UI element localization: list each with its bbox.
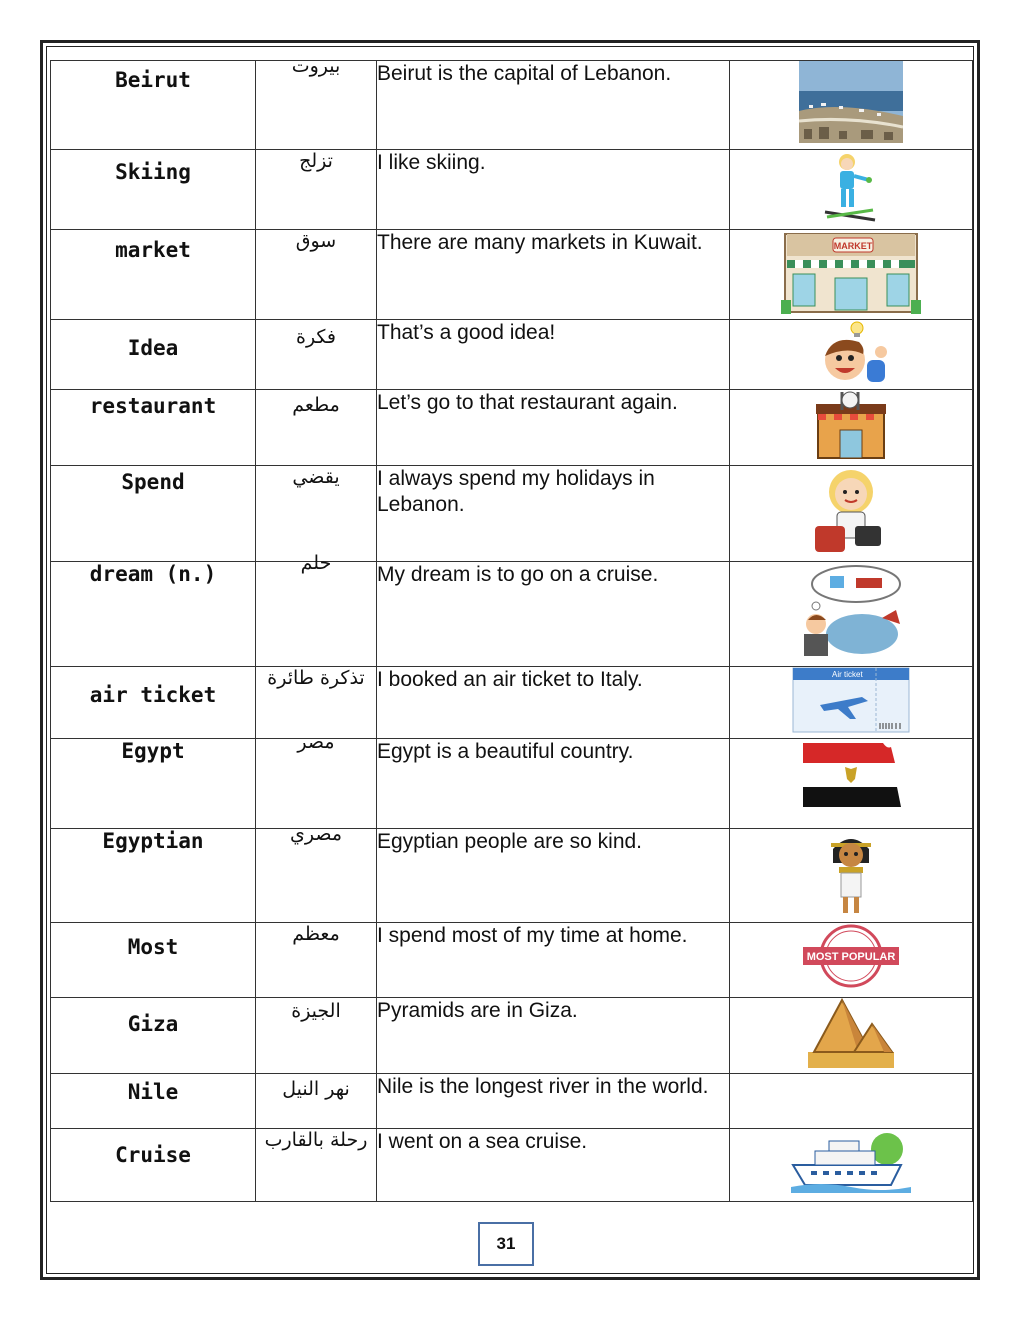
vocab-word: Idea: [51, 320, 256, 390]
boy-with-lightbulb-icon: [803, 320, 899, 384]
table-row: [51, 739, 973, 829]
table-row: [51, 562, 973, 667]
vocab-sentence: Egypt is a beautiful country.: [377, 739, 730, 829]
vocab-arabic: رحلة بالقارب: [256, 1129, 377, 1202]
table-row: [51, 466, 973, 562]
vocab-word: Spend: [51, 466, 256, 562]
skier-image: [730, 150, 973, 230]
cruise-ship-icon: [791, 1129, 911, 1193]
vocab-arabic: فكرة: [256, 320, 377, 390]
vocab-arabic: معظم: [256, 923, 377, 998]
vocab-word: Egyptian: [51, 829, 256, 923]
air-ticket-image: [730, 667, 973, 739]
vocab-arabic: مطعم: [256, 390, 377, 466]
market-image: [730, 230, 973, 320]
idea-image: [730, 320, 973, 390]
most-popular-stamp-icon: [801, 923, 901, 989]
most-popular-image: [730, 923, 973, 998]
table-row: [51, 829, 973, 923]
svg-text:Air ticket: Air ticket: [832, 670, 863, 679]
vocabulary-table: [50, 55, 973, 1202]
vocab-word: Nile: [51, 1074, 256, 1129]
vocab-arabic: تذكرة طائرة: [256, 667, 377, 739]
egyptian-image: [730, 829, 973, 923]
table-row: [51, 230, 973, 320]
table-row: [51, 61, 973, 150]
pyramids-image: [730, 998, 973, 1074]
restaurant-building-icon: [812, 390, 890, 460]
svg-text:MARKET: MARKET: [833, 241, 873, 251]
vocab-word: dream (n.): [51, 562, 256, 667]
vocab-arabic: مصر: [256, 739, 377, 829]
vocab-sentence: Egyptian people are so kind.: [377, 829, 730, 923]
egypt-flag-map-icon: [801, 739, 901, 809]
vocab-word: Beirut: [51, 61, 256, 150]
vocab-sentence: Beirut is the capital of Lebanon.: [377, 61, 730, 150]
vocab-arabic: بيروت: [256, 61, 377, 150]
dream-image: [730, 562, 973, 667]
vocab-word: market: [51, 230, 256, 320]
market-building-icon: [781, 230, 921, 314]
restaurant-image: [730, 390, 973, 466]
pyramids-icon: [808, 998, 894, 1068]
vocab-sentence: Nile is the longest river in the world.: [377, 1074, 730, 1129]
vocab-word: Cruise: [51, 1129, 256, 1202]
vocab-sentence: I always spend my holidays in Lebanon.: [377, 466, 730, 562]
empty-image-cell: [730, 1074, 973, 1129]
vocab-sentence: Pyramids are in Giza.: [377, 998, 730, 1074]
spend-image: [730, 466, 973, 562]
vocab-word: air ticket: [51, 667, 256, 739]
table-row: [51, 1074, 973, 1129]
vocab-arabic: مصري: [256, 829, 377, 923]
boy-dreaming-icon: [796, 562, 906, 658]
table-row: [51, 320, 973, 390]
egyptian-child-icon: [821, 829, 881, 917]
table-row: [51, 150, 973, 230]
skier-icon: [821, 150, 881, 224]
beirut-coast-image: [730, 61, 973, 150]
egypt-image: [730, 739, 973, 829]
table-row: [51, 667, 973, 739]
vocab-arabic: نهر النيل: [256, 1074, 377, 1129]
vocab-word: Most: [51, 923, 256, 998]
table-row: [51, 1129, 973, 1202]
air-ticket-icon: [792, 667, 910, 733]
vocab-arabic: الجيزة: [256, 998, 377, 1074]
vocab-sentence: That’s a good idea!: [377, 320, 730, 390]
vocab-word: Giza: [51, 998, 256, 1074]
svg-text:MOST POPULAR: MOST POPULAR: [806, 951, 896, 963]
vocab-arabic: يقضي: [256, 466, 377, 562]
vocab-word: Skiing: [51, 150, 256, 230]
cruise-ship-image: [730, 1129, 973, 1202]
vocab-arabic: حلم: [256, 562, 377, 667]
girl-with-suitcase-icon: [811, 466, 891, 556]
vocab-arabic: سوق: [256, 230, 377, 320]
vocab-sentence: Let’s go to that restaurant again.: [377, 390, 730, 466]
page-number: 31: [478, 1222, 534, 1266]
vocab-word: Egypt: [51, 739, 256, 829]
table-row: [51, 390, 973, 466]
beirut-photo-icon: [799, 61, 903, 143]
vocab-sentence: I spend most of my time at home.: [377, 923, 730, 998]
vocab-word: restaurant: [51, 390, 256, 466]
table-row: [51, 998, 973, 1074]
vocab-sentence: I booked an air ticket to Italy.: [377, 667, 730, 739]
vocab-sentence: There are many markets in Kuwait.: [377, 230, 730, 320]
vocab-sentence: I went on a sea cruise.: [377, 1129, 730, 1202]
vocab-arabic: تزلج: [256, 150, 377, 230]
vocab-sentence: I like skiing.: [377, 150, 730, 230]
vocab-sentence: My dream is to go on a cruise.: [377, 562, 730, 667]
table-row: [51, 923, 973, 998]
